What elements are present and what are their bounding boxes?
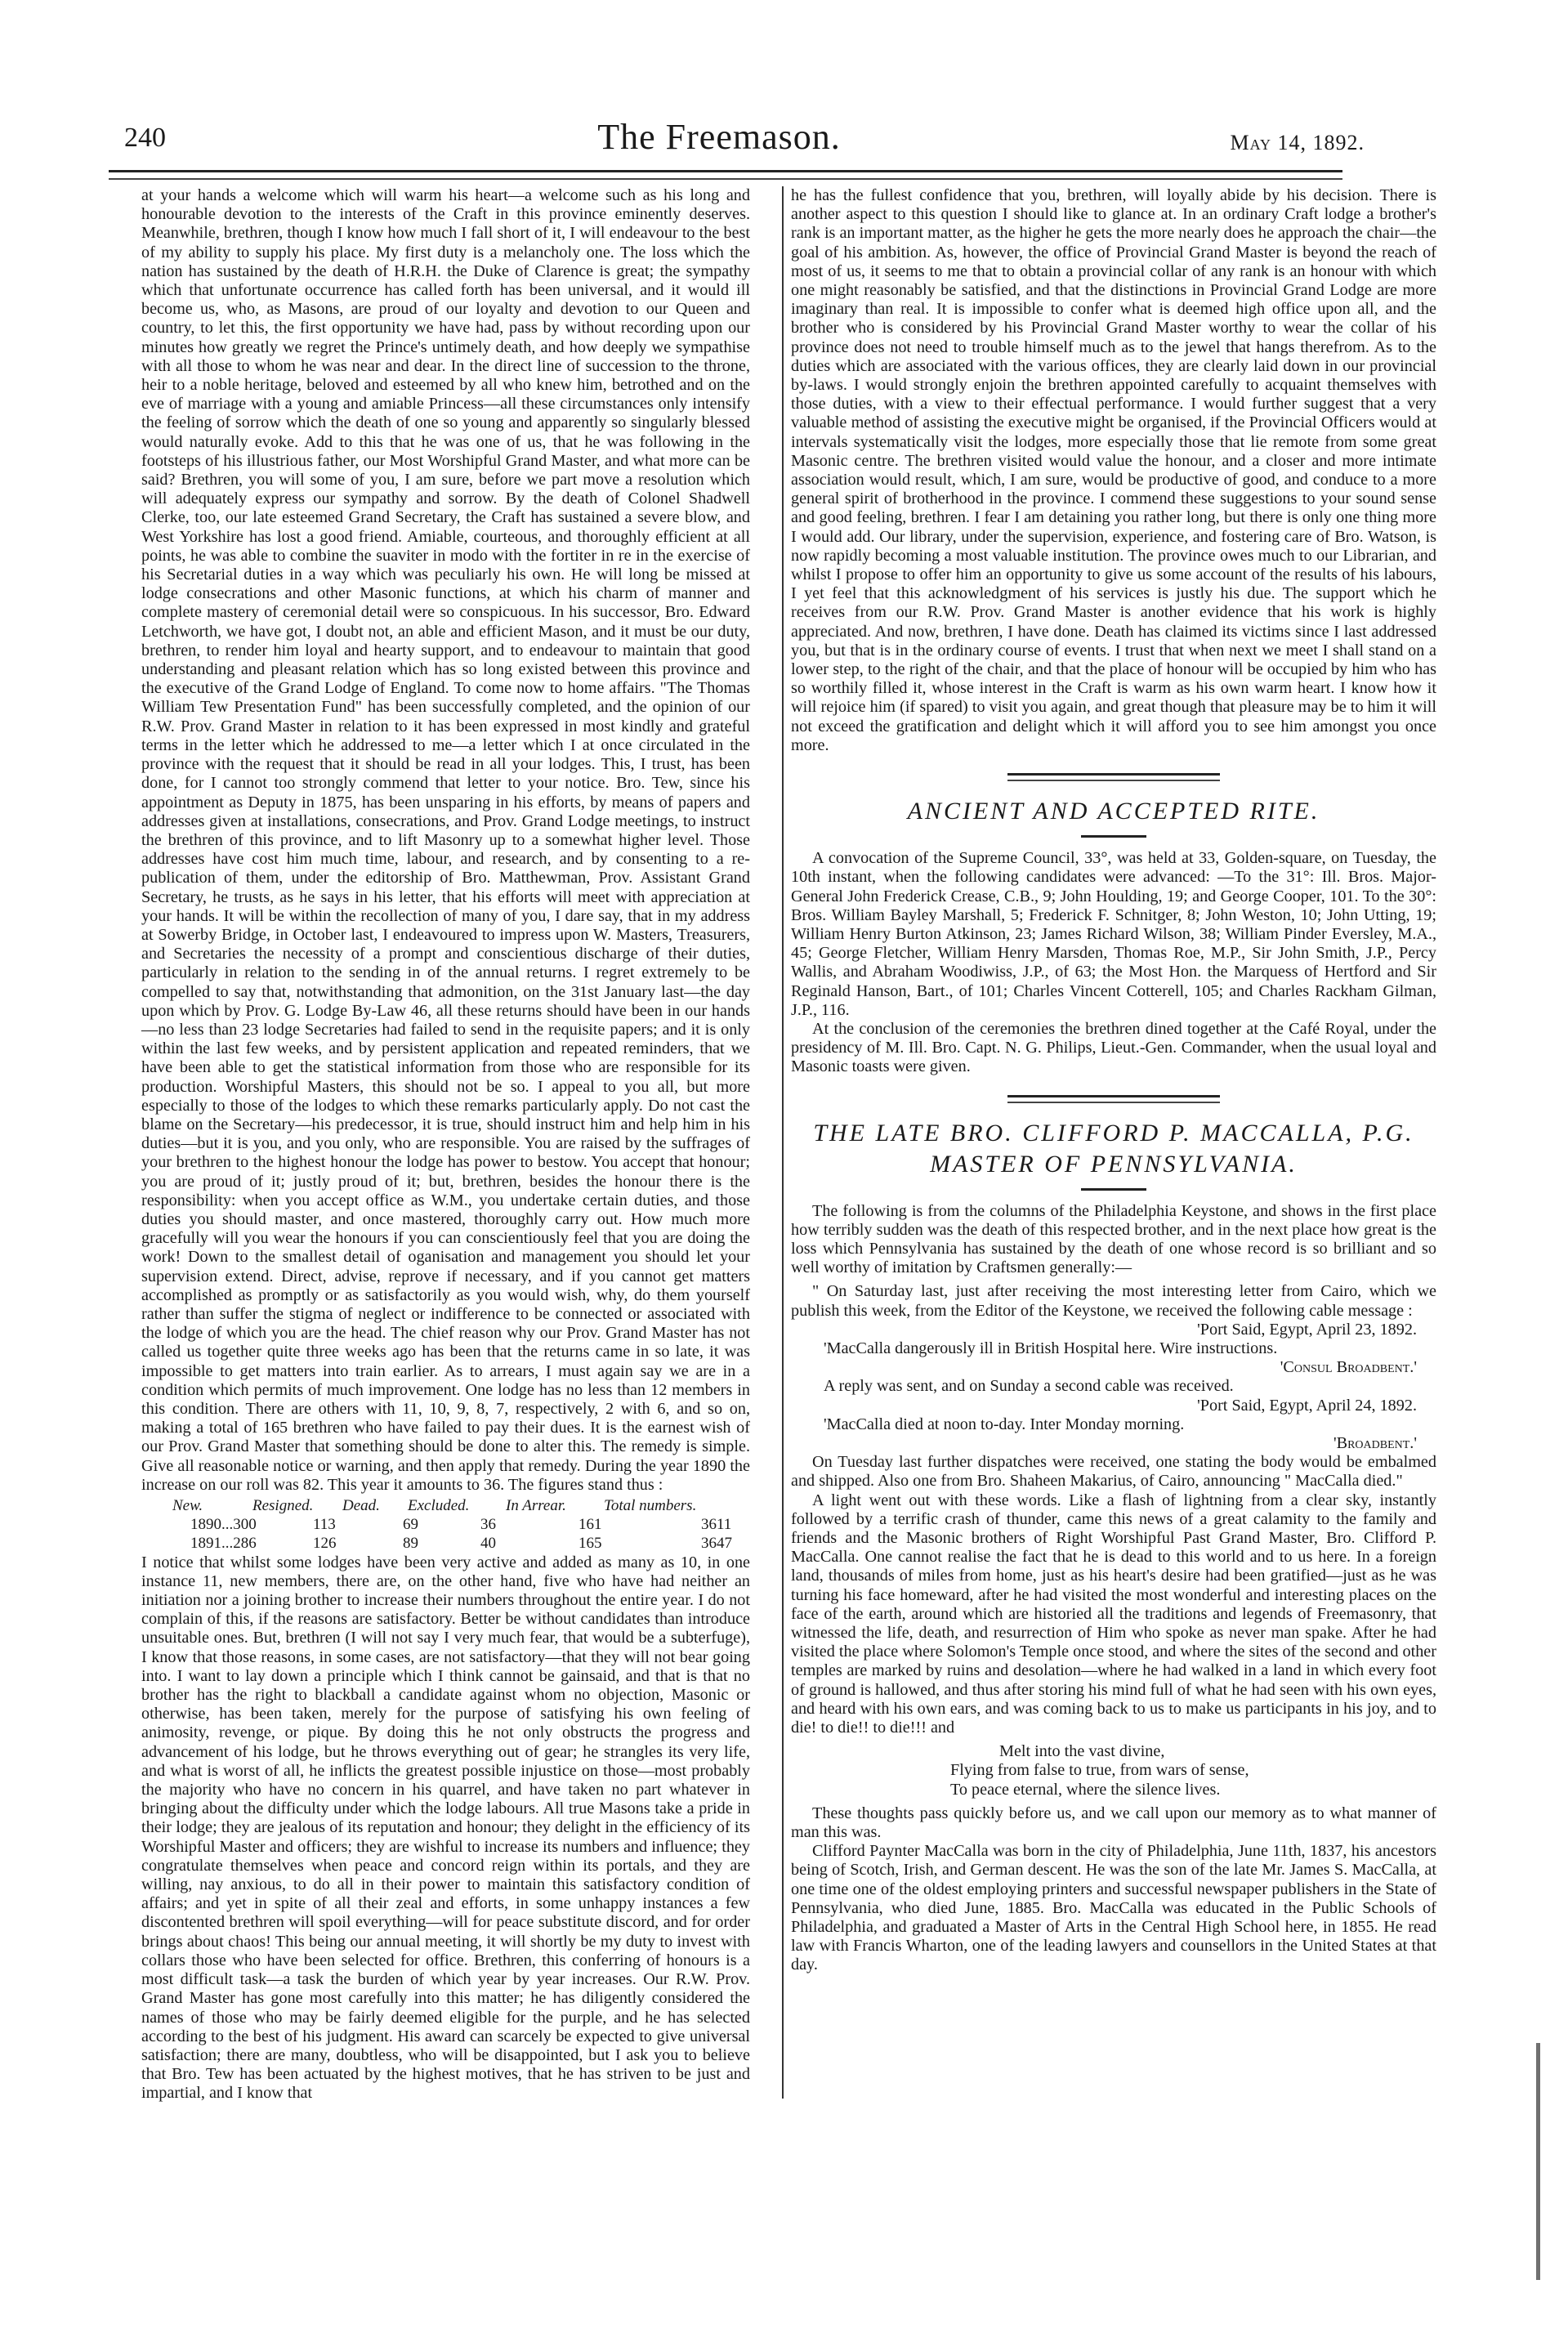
article-paragraph: These thoughts pass quickly before us, and we call upon our memory as to what manner of man this was. [791,1804,1436,1842]
table-cell: 3647 [701,1535,732,1553]
address-conclusion: he has the fullest confidence that you, brethren, will loyally abide by his decision. There is another aspect to this question I should like to glance at. In an ordinary Craft lodge a brother's rank is an important matter, as the higher he gets the more nearly does he approach the chair—the goal of his ambition. As, however, the office of Provincial Grand Master is beyond the reach of most of us, it seems to me that to obtain a provincial collar of any rank is an honour with which one might reasonably be satisfied, and that the distinctions in Provincial Grand Lodge are more imaginary than real. It is impossible to confer what is deemed high office upon all, and the brother who is considered by his Provincial Grand Master worthy to wear the collar of his province does not need to trouble himself much as to the jewel that hangs therefrom. As to the duties which are associated with the various offices, they are clearly laid down in our provincial by-laws. I would strongly enjoin the brethren appointed carefully to acquaint themselves with those duties, with a view to their effectual performance. I would further suggest that a very valuable method of assisting the executive might be organised, if the Provincial Officers would at intervals systematically visit the lodges, more especially those that lie remote from some great Masonic centre. The brethren visited would value the honour, and a closer and more intimate association would result, which, I am sure, would be productive of good, and conduce to a more general spirit of brotherhood in the province. I commend these suggestions to your sound sense and good feeling, brethren. I fear I am detaining you rather long, but there is only one thing more I would add. Our library, under the supervision, experience, and fostering care of Bro. Watson, is now rapidly becoming a most valuable institution. The province owes much to our Librarian, and whilst I propose to offer him an opportunity to give us some account of the results of his labours, I yet feel that this acknowledgment of his services is justly his due. The support which he receives from our R.W. Prov. Grand Master is another evidence that his work is highly appreciated. And now, brethren, I have done. Death has claimed its victims since I last addressed you, but that is in the ordinary course of events. I trust that when next we meet I shall stand on a lower step, to the right of the chair, and that the place of honour will be occupied by him who has so worthily filled it, whose interest in the Craft is warm as his own warm heart. I know how it will rejoice him (if spared) to visit you again, and great though that pleasure may be to him it will not exceed the gratification and delight which it will afford you to see him amongst you once more. [791,186,1436,754]
table-cell: 126 [313,1535,337,1553]
cable-text: 'MacCalla died at noon to-day. Inter Monday morning. [824,1415,1185,1433]
figures-row-1890 [141,1515,750,1534]
left-column [141,186,750,2103]
col-header-total: Total numbers. [604,1497,697,1515]
col-header-excluded: Excluded. [408,1497,470,1515]
article-heading-maccalla [791,1118,1436,1180]
section-separator [1007,773,1220,781]
masthead-rule [109,170,1342,180]
article-paragraph: On Tuesday last further dispatches were received, one stating the body would be embalmed and shipped. Also one from Bro. Shaheen Makarius, of Cairo, announcing " MacCalla died." [791,1453,1436,1491]
table-cell: 40 [480,1535,496,1553]
col-header-in-arrear: In Arrear. [506,1497,566,1515]
quote-paragraph: " On Saturday last, just after receiving the most interesting letter from Cairo, which we publish this week, from the Editor of the Keystone, we received the following cable message : [791,1282,1436,1320]
membership-figures-table [141,1496,750,1553]
figures-row-1891 [141,1534,750,1553]
right-column [791,186,1436,1975]
col-header-dead: Dead. [342,1497,380,1515]
article-paragraph: At the conclusion of the ceremonies the brethren dined together at the Café Royal, under the presidency of M. Ill. Bro. Capt. N. G. Philips, Lieut.-Gen. Commander, when the usual loyal and Masonic toasts were given. [791,1019,1436,1076]
poem-line: To peace eternal, where the silence lives. [950,1780,1221,1799]
heading-line: MASTER OF PENNSYLVANIA. [930,1150,1298,1178]
scan-edge-artifact [1536,2043,1540,2280]
page-number: 240 [124,123,166,153]
poem-line: Flying from false to true, from wars of sense, [950,1761,1249,1780]
table-cell: 161 [579,1516,602,1534]
masthead [106,117,1365,172]
article-paragraph: Clifford Paynter MacCalla was born in the city of Philadelphia, June 11th, 1837, his ancestors being of Scotch, Irish, and German descent. He was the son of the late Mr. James S. MacCalla, at one time one of the oldest employing printers and successful newspaper publishers in the State of Pennsylvania, who died June, 1885. Bro. MacCalla was educated in the Public Schools of Philadelphia, and graduated a Master of Arts in the Central High School here, in 1855. He read law with Francis Wharton, one of the leading lawyers and counsellors in the United States at that day. [791,1842,1436,1974]
table-cell: 69 [403,1516,418,1534]
table-cell: 165 [579,1535,602,1553]
heading-rule [1081,835,1146,838]
article-paragraph: A light went out with these words. Like a flash of lightning from a clear sky, instantly followed by a terrific crash of thunder, came this news of a great calamity to the family and friends and the Masonic brothers of Right Worshipful Past Grand Master, Bro. Clifford P. MacCalla. One cannot realise the fact that he is dead to this world and to us here. In a foreign land, thousands of miles from home, just as his heart's desire had been gratified—just as he was turning his face homeward, after he had visited the most wonderful and interesting places on the face of the earth, around which are historied all the traditions and legends of Freemasonry, that witnessed the life, death, and resurrection of Him who spoke as never man spake. After he had visited the place where Solomon's Temple once stood, and where the sites of the second and other temples are marked by ruins and desolation—where he had walked in a land in which every foot of ground is hallowed, and thus after storing his mind full of what he had seen with his own eyes, and heard with his own ears, and was coming back to us to make us participants in his joy, and to die! to die!! to die!!! and [791,1491,1436,1737]
table-cell: 1891...286 [190,1535,257,1553]
table-cell: 113 [313,1516,336,1534]
article-paragraph: A convocation of the Supreme Council, 33°, was held at 33, Golden-square, on Tuesday, the 10th instant, when the following candidates were advanced: —To the 31°: Ill. Bros. Major-General John Frederick Crease, C.B., 9; John Houlding, 19; and George Cooper, 101. To the 30°: Bros. William Bayley Marshall, 5; Frederick F. Schnitger, 8; John Weston, 10; John Utting, 19; William Henry Burton Atkinson, 23; James Richard Wilson, 38; William Pinder Eversley, M.A., 45; George Fletcher, William Henry Marsden, Thomas Roe, M.P., Sir John Smith, J.P., Percy Wallis, and Abraham Woodiwiss, J.P., of 63; the Most Hon. the Marquess of Hertford and Sir Reginald Hanson, Bart., of 101; Charles Vincent Cotterell, 105; and Charles Rackham Gilman, J.P., 116. [791,849,1436,1019]
cable-place: 'Port Said, Egypt, April 23, 1892. [1197,1320,1417,1339]
table-cell: 89 [403,1535,418,1553]
cable-signature: 'Consul Broadbent.' [1280,1358,1417,1377]
figures-header-row [141,1496,750,1515]
heading-line: THE LATE BRO. CLIFFORD P. MACCALLA, P.G. [813,1119,1414,1147]
cable-text: 'MacCalla dangerously ill in British Hospital here. Wire instructions. [824,1339,1278,1357]
column-divider [782,186,784,2099]
cable-signature: 'Broadbent.' [1333,1433,1417,1452]
poem-verse [791,1742,1436,1799]
issue-date: May 14, 1892. [1230,131,1365,154]
article-intro: The following is from the columns of the Philadelphia Keystone, and shows in the first place how terribly sudden was the death of this respected brother, and in the next place how great is the loss which Pennsylvania has sustained by the death of one whose record is so brilliant and so well worthy of imitation by Craftsmen generally:— [791,1201,1436,1277]
table-cell: 3611 [701,1516,732,1534]
newspaper-title: The Freemason. [597,117,841,157]
cable-place: 'Port Said, Egypt, April 24, 1892. [1197,1396,1417,1415]
col-header-resigned: Resigned. [252,1497,314,1515]
address-text-continued: I notice that whilst some lodges have been very active and added as many as 10, in one instance 11, new members, there are, on the other hand, five who have had neither an initiation nor a joining brother to increase their numbers throughout the entire year. I do not complain of this, if the reasons are satisfactory. Better be without candidates than introduce unsuitable ones. But, brethren (I will not say I very much fear, that would be a subterfuge), I know that those reasons, in some cases, are not satisfactory—that they will not bear going into. I want to lay down a principle which I think cannot be gainsaid, and that is that no brother has the right to blackball a candidate against whom no objection, Masonic or otherwise, has been taken, merely for the purpose of satisfying his own feeling of animosity, revenge, or pique. By doing this he not only obstructs the progress and advancement of his lodge, but he throws everything out of gear; he strangles its very life, and what is worst of all, he inflicts the greatest possible injustice on those—most probably the majority who have no concern in his quarrel, and have taken no part whatever in bringing about the difficulty under which the lodge labours. All true Masons take a pride in their lodge; they are jealous of its reputation and honour; they delight in the efficiency of its Worshipful Master and officers; they are wishful to increase its numbers and influence; they congratulate themselves when peace and concord reign within its portals, and they are willing, nay anxious, to do all in their power to maintain this satisfactory condition of affairs; and yet in spite of all their zeal and efforts, in some unhappy instances a few discontented brethren will spoil everything—will for peace substitute discord, and for order brings about chaos! This being our annual meeting, it will shortly be my duty to invest with collars those who have been selected for office. Brethren, this conferring of honours is a most difficult task—a task the burden of which year by year increases. Our R.W. Prov. Grand Master has gone most carefully into this matter; he has diligently considered the names of those who may be fairly deemed eligible for the purple, and he has selected according to the best of his judgment. His award can scarcely be expected to give universal satisfaction; there are many, doubtless, who will be disappointed, but I ask you to believe that Bro. Tew has been actuated by the highest motives, that he has striven to be just and impartial, and I know that [141,1553,750,2103]
col-header-new: New. [172,1497,203,1515]
article-heading-ancient-rite: ANCIENT AND ACCEPTED RITE. [907,798,1320,825]
address-text: at your hands a welcome which will warm his heart—a welcome such as his long and honourable devotion to the interests of the Craft in this province eminently deserves. Meanwhile, brethren, though I know how much I fall short of it, I will endeavour to the best of my ability to supply his place. My first duty is a melancholy one. The loss which the nation has sustained by the death of H.R.H. the Duke of Clarence is great; the sympathy which that unfortunate occurrence has called forth has been universal, and it would ill become us, who, as Masons, are proud of our loyalty and devotion to our Queen and country, to let this, the first opportunity we have had, pass by without recording upon our minutes how greatly we regret the Prince's untimely death, and how deeply we sympathise with all those to whom he was near and dear. In the direct line of succession to the throne, heir to a noble heritage, beloved and esteemed by all who knew him, betrothed and on the eve of marriage with a young and amiable Princess—all these circumstances only intensify the feeling of sorrow which the death of one so young and apparently so singularly blessed would naturally evoke. Add to this that he was one of us, that he was following in the footsteps of his illustrious father, our Most Worshipful Grand Master, and what more can be said? Brethren, you will some of you, I am sure, before we part move a resolution which will adequately express our sympathy and sorrow. By the death of Colonel Shadwell Clerke, too, our late esteemed Grand Secretary, the Craft has sustained a severe blow, and West Yorkshire has lost a good friend. Amiable, courteous, and thoroughly efficient at all points, he was able to combine the suaviter in modo with the fortiter in re in the exercise of his Secretarial duties in a way which was peculiarly his own. He will long be missed at lodge consecrations and other Masonic functions, at which his charm of manner and complete mastery of ceremonial detail were so conspicuous. In his successor, Bro. Edward Letchworth, we have got, I doubt not, an able and efficient Mason, and it must be our duty, brethren, to render him loyal and hearty support, and to endeavour to maintain that good understanding and pleasant relation which has so long existed between this province and the executive of the Grand Lodge of England. To come now to home affairs. "The Thomas William Tew Presentation Fund" has been successfully completed, and the opinion of our R.W. Prov. Grand Master in relation to it has been expressed in most kindly and grateful terms in the letter which he addressed to me—a letter which I at once circulated in the province with the request that it should be read in all your lodges. This, I trust, has been done, for I cannot too strongly commend that letter to your notice. Bro. Tew, since his appointment as Deputy in 1875, has been unsparing in his efforts, by means of papers and addresses given at installations, consecrations, and Prov. Grand Lodge meetings, to instruct the brethren of this province, and to lift Masonry up to a somewhat higher level. Those addresses have cost him much time, labour, and research, and by consenting to a re-publication of them, under the editorship of Bro. Matthewman, Prov. Assistant Grand Secretary, he trusts, as he says in his letter, that his efforts will meet with appreciation at your hands. It will be within the recollection of many of you, I dare say, that in my address at Sowerby Bridge, in October last, I endeavoured to impress upon W. Masters, Treasurers, and Secretaries the necessity of a prompt and conscientious discharge of their duties, particularly in relation to the sending in of the annual returns. I regret extremely to be compelled to say that, notwithstanding that admonition, on the 31st January last—the day upon which by Prov. G. Lodge By-Law 46, all these returns should have been in our hands—no less than 23 lodge Secretaries had failed to send in the requisite papers; and it is only within the last few weeks, and by persistent application and repeated reminders, that we have been able to get the statistical information from those who are responsible for its production. Worshipful Masters, this should not be so. I appeal to you all, but more especially to those of the lodges to which these remarks particularly apply. Do not cast the blame on the Secretary—his predecessor, it is true, should instruct him and help him in his duties—but it is you, and you only, who are responsible. You are raised by the suffrages of your brethren to the highest honour the lodge has power to bestow. You accept that honour; you are proud of it; justly proud of it; but, brethren, besides the honour there is the responsibility: when you accept office as W.M., you undertake certain duties, and those duties you should master, and once mastered, thoroughly carry out. How much more gracefully will you wear the honours if you can conscientiously feel that you are doing the work! Down to the smallest detail of oganisation and management you should let your supervision extend. Direct, advise, reprove if necessary, and if you cannot get matters accomplished as promptly or as satisfactorily as you would wish, why, do them yourself rather than suffer the stigma of neglect or indifference to be connected or associated with the lodge of which you are the head. The chief reason why our Prov. Grand Master has not called us together quite three weeks ago has been that the returns came in so late, it was impossible to get matters into train earlier. As to arrears, I must again say we are in a condition which permits of much improvement. One lodge has no less than 12 members in this condition. There are others with 11, 10, 9, 8, 7, respectively, 2 with 6, and so on, making a total of 165 brethren who have failed to pay their dues. It is the earnest wish of our Prov. Grand Master that something should be done to alter this. The remedy is simple. Give all reasonable notice or warning, and then apply that remedy. During the year 1890 the increase on our roll was 82. This year it amounts to 36. The figures stand thus : [141,186,750,1494]
table-cell: 1890...300 [190,1516,257,1534]
poem-line: Melt into the vast divine, [999,1742,1165,1761]
heading-rule [1081,1188,1146,1191]
section-separator [1007,1095,1220,1103]
reply-text: A reply was sent, and on Sunday a second cable was received. [824,1377,1234,1396]
table-cell: 36 [480,1516,496,1534]
